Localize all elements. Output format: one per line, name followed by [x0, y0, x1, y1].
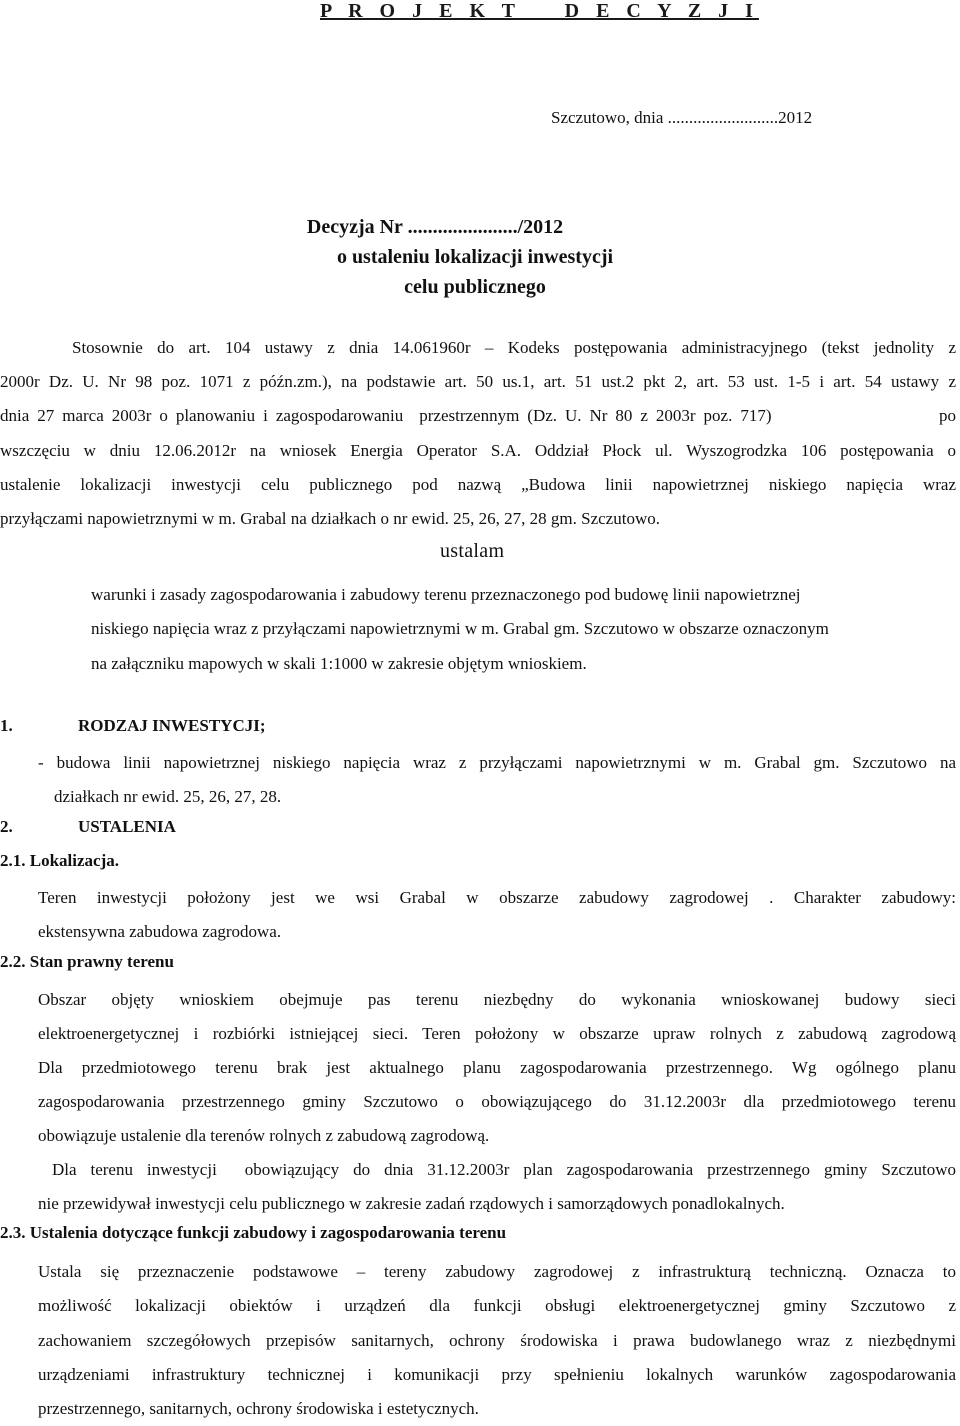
section-2-2-line: zagospodarowania przestrzennego gminy Szczutowo o obowiązującego do 31.12.2003r dla przedmiotowego terenu	[38, 1092, 956, 1111]
section-2-title: USTALENIA	[78, 817, 176, 836]
section-2-3-body	[38, 1255, 956, 1426]
section-2-3-line: zachowaniem szczegółowych przepisów sanitarnych, ochrony środowiska i prawa budowlanego wraz z niezbędnymi	[38, 1330, 956, 1350]
section-2-1-heading: 2.1. Lokalizacja.	[0, 851, 119, 870]
section-1-number: 1.	[0, 716, 13, 735]
section-2-2-body	[38, 983, 956, 1221]
legal-basis-paragraph	[0, 331, 956, 536]
decision-subject-cont: celu publicznego	[404, 276, 546, 298]
intro-line: wszczęciu w dniu 12.06.2012r na wniosek Energia Operator S.A. Oddział Płock ul. Wyszogrodzka 106 postępowania o	[0, 440, 956, 460]
conditions-line: na załączniku mapowych w skali 1:1000 w zakresie objętym wnioskiem.	[91, 653, 587, 673]
section-1-line: działkach nr ewid. 25, 26, 27, 28.	[54, 787, 282, 806]
section-2-heading	[0, 817, 176, 837]
section-1-title: RODZAJ INWESTYCJI;	[78, 716, 266, 735]
section-2-2-line: obowiązuje ustalenie dla terenów rolnych z zabudową zagrodową.	[38, 1126, 490, 1145]
decision-title	[0, 212, 960, 302]
section-2-3-line: przestrzennego, sanitarnych, ochrony środowiska i estetycznych.	[38, 1399, 479, 1419]
intro-line: dnia 27 marca 2003r o planowaniu i zagospodarowaniu przestrzennym (Dz. U. Nr 80 z 2003r poz. 717) po	[0, 406, 956, 426]
conditions-paragraph	[91, 578, 953, 681]
section-2-2-line: Dla terenu inwestycji obowiązujący do dnia 31.12.2003r plan zagospodarowania przestrzennego gminy Szczutowo	[38, 1160, 956, 1179]
conditions-line: warunki i zasady zagospodarowania i zabudowy terenu przeznaczonego pod budowę linii napowietrznej	[91, 585, 801, 604]
place-date: Szczutowo, dnia ..........................2012	[551, 108, 813, 127]
section-2-2-line: Dla przedmiotowego terenu brak jest aktualnego planu zagospodarowania przestrzennego. Wg ogólnego planu	[38, 1058, 956, 1077]
section-2-1-line: Teren inwestycji położony jest we wsi Grabal w obszarze zabudowy zagrodowej . Charakter zabudowy:	[38, 888, 956, 907]
section-2-2-line: Obszar objęty wnioskiem obejmuje pas terenu niezbędny do wykonania wnioskowanej budowy sieci	[38, 990, 956, 1009]
section-2-2-heading: 2.2. Stan prawny terenu	[0, 952, 174, 971]
decision-number: Decyzja Nr ....................../2012	[306, 216, 564, 238]
section-1-line: - budowa linii napowietrznej niskiego napięcia wraz z przyłączami napowietrznymi w m. Grabal gm. Szczutowo na	[38, 753, 956, 772]
intro-line: 2000r Dz. U. Nr 98 poz. 1071 z późn.zm.), na podstawie art. 50 us.1, art. 51 ust.2 pkt 2, art. 53 ust. 1-5 i art. 54 ustawy z	[0, 372, 956, 392]
section-2-2-line: nie przewidywał inwestycji celu publicznego w zakresie zadań rządowych i samorządowych ponadlokalnych.	[38, 1194, 785, 1213]
document-heading: P R O J E K T D E C Y Z J I	[320, 0, 759, 22]
section-2-2-line: elektroenergetycznej i rozbiórki istniejącej sieci. Teren położony w obszarze upraw rolnych z zabudową zagrodową	[38, 1024, 956, 1043]
ustalam-heading: ustalam	[440, 540, 505, 562]
decision-subject: o ustaleniu lokalizacji inwestycji	[336, 246, 614, 268]
section-2-3-line: urządzeniami infrastruktury technicznej i komunikacji przy spełnieniu lokalnych warunków zagospodarowania	[38, 1364, 956, 1384]
intro-line: Stosownie do art. 104 ustawy z dnia 14.061960r – Kodeks postępowania administracyjnego (tekst jednolity z	[72, 338, 956, 357]
section-2-3-line: możliwość lokalizacji obiektów i urządzeń dla funkcji obsługi elektroenergetycznej gminy Szczutowo z	[38, 1296, 956, 1316]
section-2-1-line: ekstensywna zabudowa zagrodowa.	[38, 922, 282, 941]
section-1-body	[38, 746, 956, 814]
intro-line: przyłączami napowietrznymi w m. Grabal na działkach o nr ewid. 25, 26, 27, 28 gm. Szczutowo.	[0, 509, 660, 529]
section-2-1-body	[38, 881, 956, 949]
intro-line: ustalenie lokalizacji inwestycji celu publicznego pod nazwą „Budowa linii napowietrznej niskiego napięcia wraz	[0, 474, 956, 494]
section-2-3-heading: 2.3. Ustalenia dotyczące funkcji zabudowy i zagospodarowania terenu	[0, 1223, 507, 1242]
section-1-heading	[0, 716, 266, 736]
conditions-line: niskiego napięcia wraz z przyłączami napowietrznymi w m. Grabal gm. Szczutowo w obszarze oznaczonym	[91, 619, 829, 639]
section-2-3-line: Ustala się przeznaczenie podstawowe – tereny zabudowy zagrodowej z infrastrukturą techniczną. Oznacza to	[38, 1262, 956, 1281]
section-2-number: 2.	[0, 817, 13, 836]
